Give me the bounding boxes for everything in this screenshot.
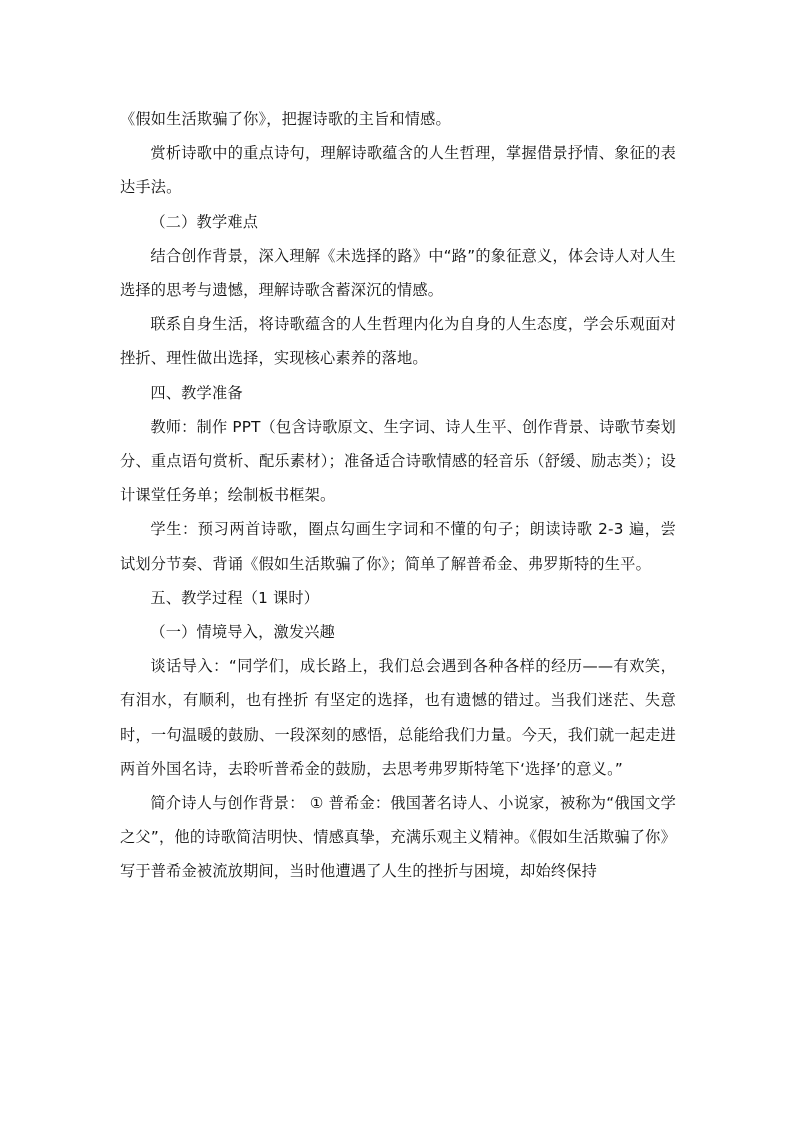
paragraph-difficulty-road-symbol: 结合创作背景，深入理解《未选择的路》中“路”的象征意义，体会诗人对人生选择的思考与遗憾，理解诗歌含蓄深沉的情感。 bbox=[120, 246, 676, 300]
paragraph-key-lines: 赏析诗歌中的重点诗句，理解诗歌蕴含的人生哲理，掌握借景抒情、象征的表达手法。 bbox=[120, 144, 676, 197]
heading-teaching-difficulties: （二）教学难点 bbox=[150, 212, 259, 231]
heading-situation-introduction: （一）情境导入，激发兴趣 bbox=[150, 623, 336, 642]
paragraph-objective-continuation: 《假如生活欺骗了你》，把握诗歌的主旨和情感。 bbox=[120, 110, 451, 128]
paragraph-difficulty-life-attitude: 联系自身生活，将诗歌蕴含的人生哲理内化为自身的人生态度，学会乐观面对挫折、理性做出选择，实现核心素养的落地。 bbox=[120, 315, 676, 368]
paragraph-poet-background: 简介诗人与创作背景： ① 普希金：俄国著名诗人、小说家，被称为“俄国文学之父”，他的诗歌简洁明快、情感真挚，充满乐观主义精神。《假如生活欺骗了你》写于普希金被流放期间，当时他遭遇了人生的挫折与困境，却始终保持 bbox=[120, 794, 676, 881]
paragraph-teacher-preparation: 教师：制作 PPT（包含诗歌原文、生字词、诗人生平、创作背景、诗歌节奏划分、重点语句赏析、配乐素材）；准备适合诗歌情感的轻音乐（舒缓、励志类）；设计课堂任务单；绘制板书框架。 bbox=[120, 417, 677, 505]
heading-teaching-process: 五、教学过程（1 课时） bbox=[150, 588, 320, 607]
paragraph-student-preparation: 学生：预习两首诗歌，圈点勾画生字词和不懂的句子；朗读诗歌 2-3 遍，尝试划分节奏、背诵《假如生活欺骗了你》；简单了解普希金、弗罗斯特的生平。 bbox=[120, 520, 676, 573]
document-body bbox=[120, 102, 676, 889]
heading-teaching-preparation: 四、教学准备 bbox=[150, 383, 243, 402]
paragraph-talk-introduction: 谈话导入：“同学们，成长路上，我们总会遇到各种各样的经历——有欢笑，有泪水，有顺利，也有挫折 有坚定的选择，也有遗憾的错过。当我们迷茫、失意时，一句温暖的鼓励、一段深刻的感悟，总能给我们力量。今天，我们就一起走进两首外国名诗，去聆听普希金的鼓励，去思考弗罗斯特笔下‘选择’的意义。” bbox=[120, 657, 676, 778]
